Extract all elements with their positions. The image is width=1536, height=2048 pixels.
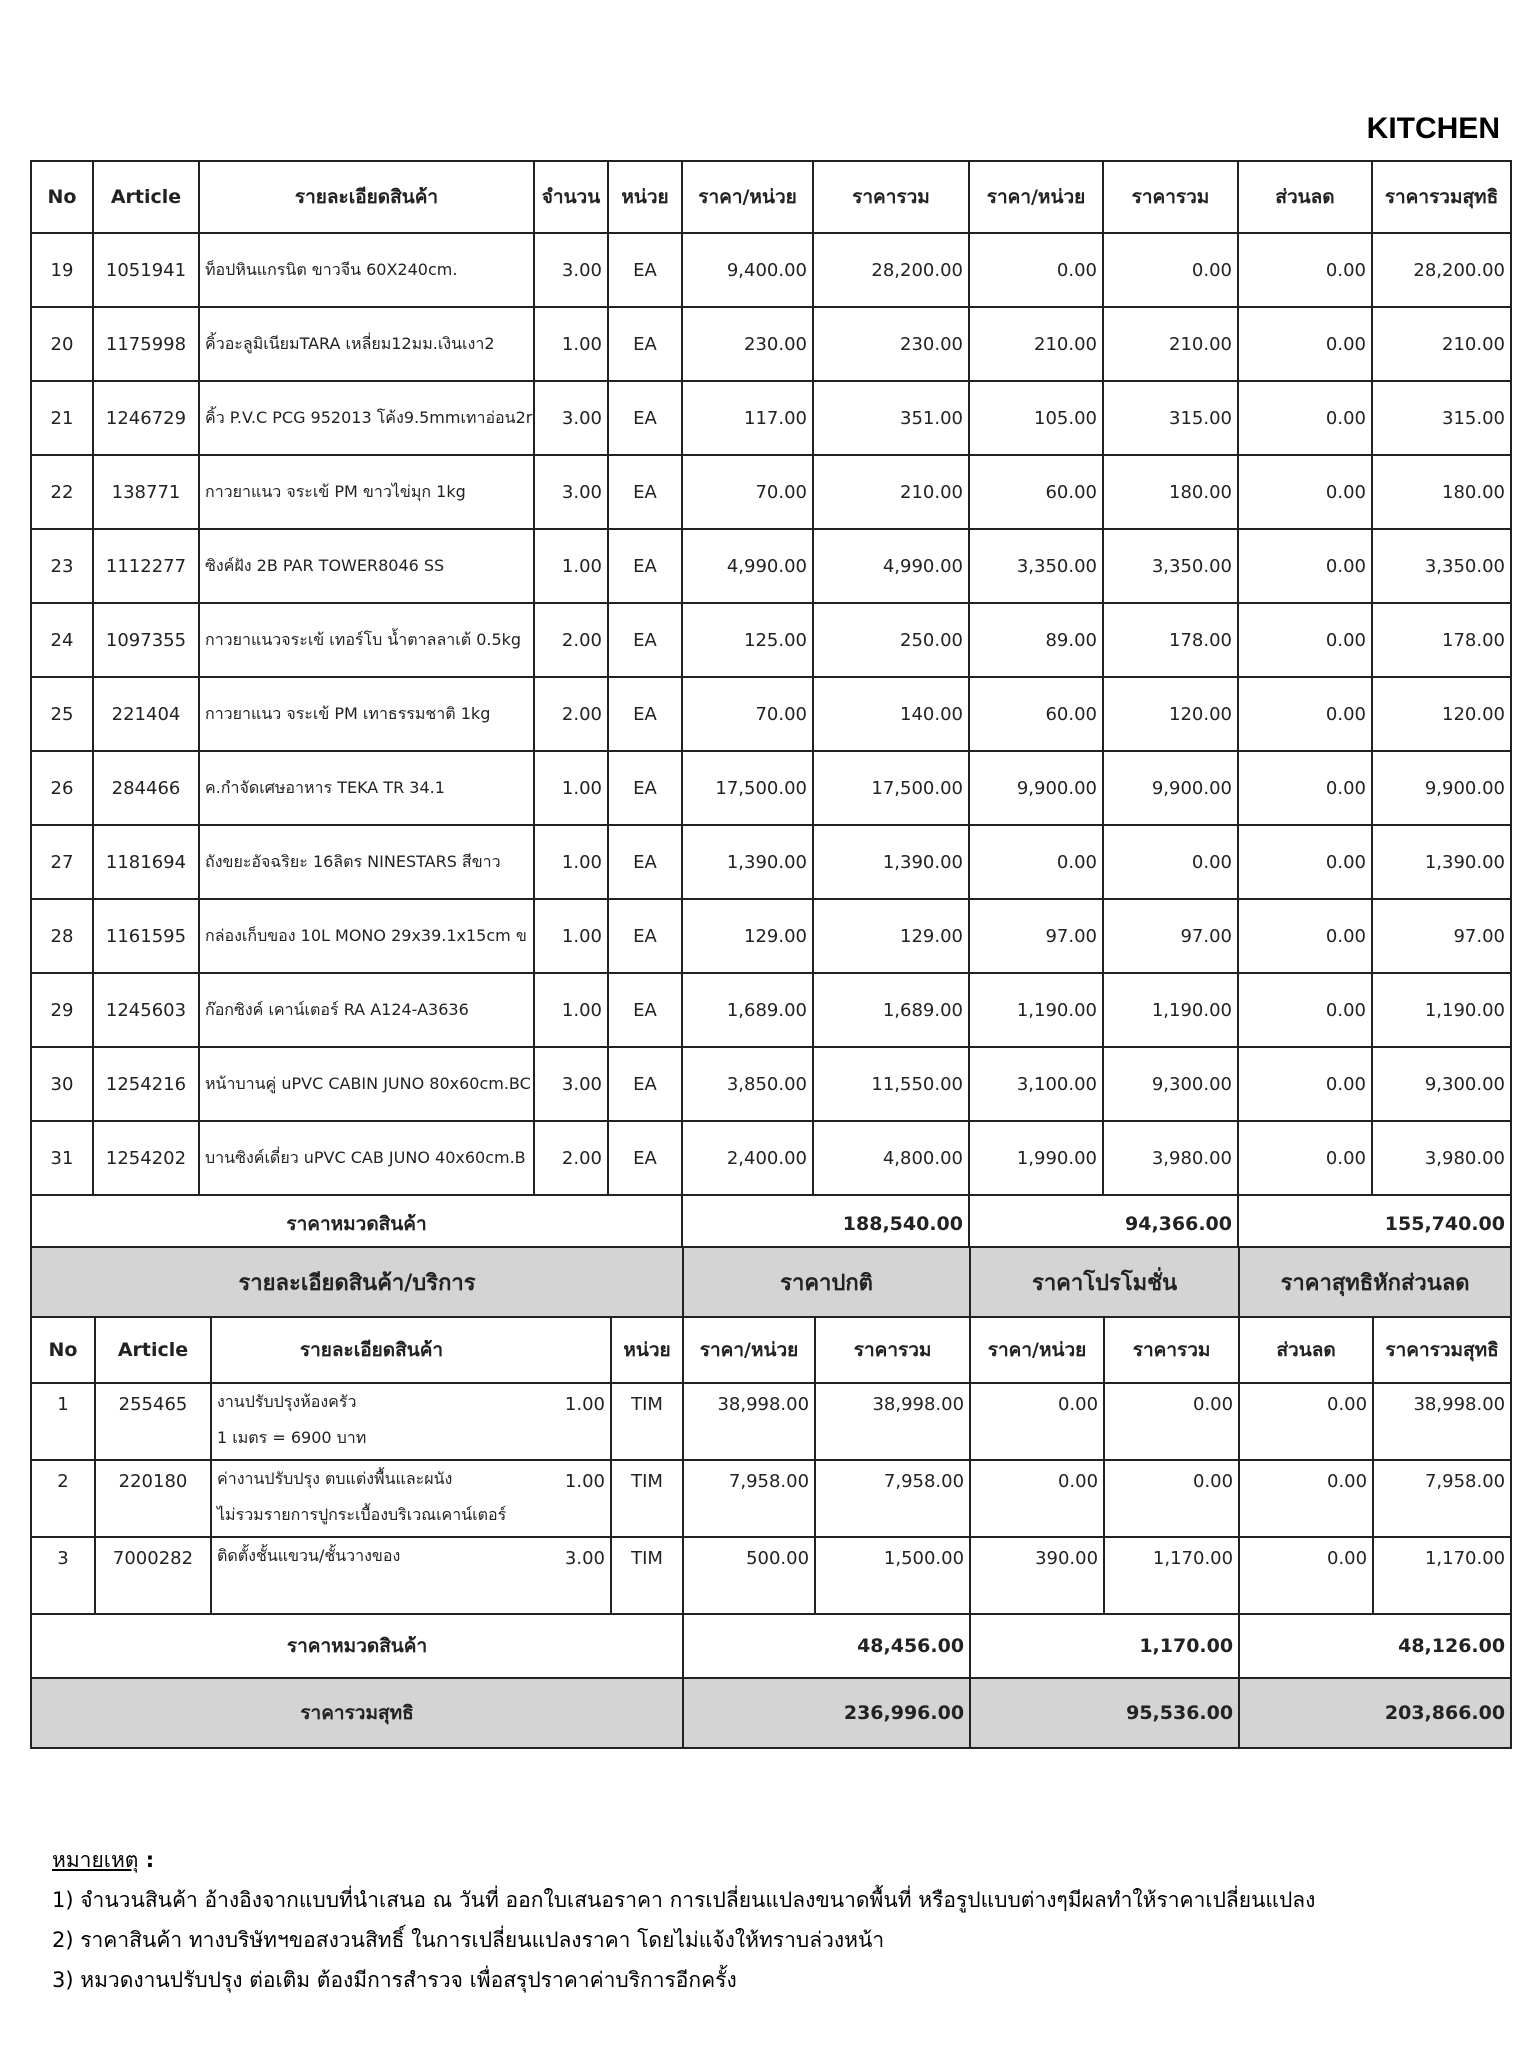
- row-discount: 0.00: [1238, 899, 1372, 973]
- row-no: 21: [31, 381, 93, 455]
- row-qty: 3.00: [534, 381, 608, 455]
- service-subtotal-row: [31, 1614, 1511, 1678]
- row-discount: 0.00: [1239, 1537, 1373, 1614]
- row-unit-price: 500.00: [683, 1537, 815, 1614]
- col-net-total: ราคารวมสุทธิ: [1373, 1317, 1511, 1383]
- row-qty: 1.00: [534, 529, 608, 603]
- table-row: [31, 307, 1511, 381]
- table-row: [31, 1460, 1511, 1537]
- service-subtotal-promo: 1,170.00: [970, 1614, 1239, 1678]
- row-net-total: 1,190.00: [1372, 973, 1511, 1047]
- row-net-total: 180.00: [1372, 455, 1511, 529]
- row-discount: 0.00: [1238, 973, 1372, 1047]
- col-promo-unit-price: ราคา/หน่วย: [970, 1317, 1104, 1383]
- row-description: ก๊อกซิงค์ เคาน์เตอร์ RA A124-A3636: [199, 973, 534, 1047]
- row-description: คิ้ว P.V.C PCG 952013 โค้ง9.5mmเทาอ่อน2r: [199, 381, 534, 455]
- description-line-2: ไม่รวมรายการปูกระเบื้องบริเวณเคาน์เตอร์: [217, 1505, 507, 1524]
- row-qty: 1.00: [534, 751, 608, 825]
- row-total: 7,958.00: [815, 1460, 970, 1537]
- row-article: 284466: [93, 751, 199, 825]
- note-item: 1) จำนวนสินค้า อ้างอิงจากแบบที่นำเสนอ ณ วันที่ ออกใบเสนอราคา การเปลี่ยนแปลงขนาดพื้นที่ หรือรูปแบบต่างๆมีผลทำให้ราคาเปลี่ยนแปลง: [52, 1888, 1316, 1912]
- row-no: 30: [31, 1047, 93, 1121]
- row-net-total: 1,390.00: [1372, 825, 1511, 899]
- row-promo-total: 1,170.00: [1104, 1537, 1239, 1614]
- row-article: 1161595: [93, 899, 199, 973]
- row-article: 1246729: [93, 381, 199, 455]
- row-description: กล่องเก็บของ 10L MONO 29x39.1x15cm ข: [199, 899, 534, 973]
- row-description: [211, 1537, 531, 1614]
- table-row: [31, 1537, 1511, 1614]
- row-promo-total: 3,350.00: [1103, 529, 1238, 603]
- table-row: [31, 1383, 1511, 1460]
- row-article: 1254216: [93, 1047, 199, 1121]
- row-net-total: 97.00: [1372, 899, 1511, 973]
- row-no: 22: [31, 455, 93, 529]
- row-promo-total: 180.00: [1103, 455, 1238, 529]
- col-promo-total: ราคารวม: [1103, 161, 1238, 233]
- col-no: No: [31, 1317, 95, 1383]
- notes-heading-line: [52, 1840, 1315, 1880]
- service-section-header: [31, 1247, 1511, 1317]
- row-unit-price: 3,850.00: [682, 1047, 813, 1121]
- row-qty: 1.00: [531, 1460, 611, 1537]
- row-description: กาวยาแนว จระเข้ PM เทาธรรมชาติ 1kg: [199, 677, 534, 751]
- description-line-1: งานปรับปรุงห้องครัว: [217, 1392, 357, 1411]
- section-net-price: ราคาสุทธิหักส่วนลด: [1239, 1247, 1511, 1317]
- col-discount: ส่วนลด: [1239, 1317, 1373, 1383]
- row-description: ค.กำจัดเศษอาหาร TEKA TR 34.1: [199, 751, 534, 825]
- row-unit: EA: [608, 973, 682, 1047]
- row-promo-total: 315.00: [1103, 381, 1238, 455]
- col-total: ราคารวม: [813, 161, 969, 233]
- row-total: 4,800.00: [813, 1121, 969, 1195]
- subtotal-promo: 94,366.00: [969, 1195, 1238, 1253]
- grand-total-row: [31, 1678, 1511, 1748]
- row-article: 220180: [95, 1460, 211, 1537]
- row-qty: 2.00: [534, 603, 608, 677]
- row-unit-price: 17,500.00: [682, 751, 813, 825]
- row-no: 2: [31, 1460, 95, 1537]
- row-unit: TIM: [611, 1383, 683, 1460]
- col-unit: หน่วย: [608, 161, 682, 233]
- table-row: [31, 233, 1511, 307]
- row-description: บานซิงค์เดี่ยว uPVC CAB JUNO 40x60cm.B: [199, 1121, 534, 1195]
- table-row: [31, 677, 1511, 751]
- section-normal-price: ราคาปกติ: [683, 1247, 970, 1317]
- row-discount: 0.00: [1238, 825, 1372, 899]
- row-promo-unit-price: 89.00: [969, 603, 1103, 677]
- col-promo-total: ราคารวม: [1104, 1317, 1239, 1383]
- row-unit: EA: [608, 381, 682, 455]
- row-unit-price: 117.00: [682, 381, 813, 455]
- row-unit: EA: [608, 899, 682, 973]
- row-discount: 0.00: [1238, 529, 1372, 603]
- row-promo-total: 97.00: [1103, 899, 1238, 973]
- row-description: หน้าบานคู่ uPVC CABIN JUNO 80x60cm.BC: [199, 1047, 534, 1121]
- row-net-total: 3,980.00: [1372, 1121, 1511, 1195]
- table-row: [31, 899, 1511, 973]
- row-promo-total: 178.00: [1103, 603, 1238, 677]
- row-promo-unit-price: 3,100.00: [969, 1047, 1103, 1121]
- row-total: 4,990.00: [813, 529, 969, 603]
- row-article: 1051941: [93, 233, 199, 307]
- section-promo-price: ราคาโปรโมชั่น: [970, 1247, 1239, 1317]
- row-net-total: 178.00: [1372, 603, 1511, 677]
- col-total: ราคารวม: [815, 1317, 970, 1383]
- description-line-1: ค่างานปรับปรุง ตบแต่งพื้นและผนัง: [217, 1469, 453, 1488]
- row-no: 31: [31, 1121, 93, 1195]
- subtotal-net: 155,740.00: [1238, 1195, 1511, 1253]
- row-no: 28: [31, 899, 93, 973]
- row-total: 140.00: [813, 677, 969, 751]
- row-promo-unit-price: 0.00: [970, 1460, 1104, 1537]
- row-total: 1,689.00: [813, 973, 969, 1047]
- note-item: 2) ราคาสินค้า ทางบริษัทฯขอสงวนสิทธิ์ ในการเปลี่ยนแปลงราคา โดยไม่แจ้งให้ทราบล่วงหน้า: [52, 1928, 885, 1952]
- subtotal-label: ราคาหมวดสินค้า: [31, 1195, 682, 1253]
- row-unit-price: 125.00: [682, 603, 813, 677]
- col-promo-unit-price: ราคา/หน่วย: [969, 161, 1103, 233]
- row-no: 23: [31, 529, 93, 603]
- row-qty: 3.00: [534, 233, 608, 307]
- grand-total-promo: 95,536.00: [970, 1678, 1239, 1748]
- row-qty: 2.00: [534, 1121, 608, 1195]
- table-row: [31, 529, 1511, 603]
- table-row: [31, 381, 1511, 455]
- row-net-total: 7,958.00: [1373, 1460, 1511, 1537]
- row-total: 351.00: [813, 381, 969, 455]
- col-article: Article: [93, 161, 199, 233]
- row-promo-unit-price: 9,900.00: [969, 751, 1103, 825]
- table-row: [31, 825, 1511, 899]
- row-qty: 1.00: [534, 973, 608, 1047]
- row-no: 3: [31, 1537, 95, 1614]
- row-net-total: 3,350.00: [1372, 529, 1511, 603]
- grand-total-normal: 236,996.00: [683, 1678, 970, 1748]
- row-discount: 0.00: [1238, 233, 1372, 307]
- row-article: 1181694: [93, 825, 199, 899]
- row-discount: 0.00: [1239, 1383, 1373, 1460]
- row-total: 1,390.00: [813, 825, 969, 899]
- row-article: 1097355: [93, 603, 199, 677]
- row-unit-price: 230.00: [682, 307, 813, 381]
- col-unit-price: ราคา/หน่วย: [683, 1317, 815, 1383]
- service-table: [30, 1246, 1512, 1749]
- row-promo-total: 3,980.00: [1103, 1121, 1238, 1195]
- row-qty: 2.00: [534, 677, 608, 751]
- row-total: 1,500.00: [815, 1537, 970, 1614]
- row-unit-price: 38,998.00: [683, 1383, 815, 1460]
- notes: [52, 1840, 1315, 2000]
- section-detail: รายละเอียดสินค้า/บริการ: [31, 1247, 683, 1317]
- table-row: [31, 1121, 1511, 1195]
- description-line-2: 1 เมตร = 6900 บาท: [217, 1428, 367, 1447]
- row-article: 1112277: [93, 529, 199, 603]
- row-article: 7000282: [95, 1537, 211, 1614]
- grand-total-net: 203,866.00: [1239, 1678, 1511, 1748]
- row-description: กาวยาแนวจระเข้ เทอร์โบ น้ำตาลลาเต้ 0.5kg: [199, 603, 534, 677]
- row-article: 221404: [93, 677, 199, 751]
- row-no: 27: [31, 825, 93, 899]
- row-unit-price: 2,400.00: [682, 1121, 813, 1195]
- col-unit-price: ราคา/หน่วย: [682, 161, 813, 233]
- table-row: [31, 973, 1511, 1047]
- row-promo-total: 1,190.00: [1103, 973, 1238, 1047]
- row-promo-unit-price: 210.00: [969, 307, 1103, 381]
- row-total: 11,550.00: [813, 1047, 969, 1121]
- product-table: [30, 160, 1512, 1254]
- row-unit-price: 129.00: [682, 899, 813, 973]
- col-discount: ส่วนลด: [1238, 161, 1372, 233]
- row-unit: TIM: [611, 1537, 683, 1614]
- row-description: ซิงค์ฝัง 2B PAR TOWER8046 SS: [199, 529, 534, 603]
- row-net-total: 210.00: [1372, 307, 1511, 381]
- row-unit: EA: [608, 307, 682, 381]
- row-unit: EA: [608, 529, 682, 603]
- row-net-total: 9,900.00: [1372, 751, 1511, 825]
- row-unit: EA: [608, 455, 682, 529]
- row-total: 28,200.00: [813, 233, 969, 307]
- row-unit: EA: [608, 1121, 682, 1195]
- table-row: [31, 751, 1511, 825]
- description-line-1: ติดตั้งชั้นแขวน/ชั้นวางของ: [217, 1546, 401, 1565]
- col-unit: หน่วย: [611, 1317, 683, 1383]
- row-net-total: 28,200.00: [1372, 233, 1511, 307]
- product-table-header: [31, 161, 1511, 233]
- service-subtotal-normal: 48,456.00: [683, 1614, 970, 1678]
- row-no: 19: [31, 233, 93, 307]
- row-article: 1245603: [93, 973, 199, 1047]
- row-unit-price: 9,400.00: [682, 233, 813, 307]
- grand-total-label: ราคารวมสุทธิ: [31, 1678, 683, 1748]
- row-unit-price: 4,990.00: [682, 529, 813, 603]
- row-net-total: 315.00: [1372, 381, 1511, 455]
- note-item: 3) หมวดงานปรับปรุง ต่อเติม ต้องมีการสำรวจ เพื่อสรุปราคาค่าบริการอีกครั้ง: [52, 1968, 737, 1992]
- row-unit: EA: [608, 677, 682, 751]
- row-article: 1175998: [93, 307, 199, 381]
- row-no: 26: [31, 751, 93, 825]
- row-promo-total: 0.00: [1103, 825, 1238, 899]
- row-discount: 0.00: [1238, 307, 1372, 381]
- row-promo-unit-price: 0.00: [970, 1383, 1104, 1460]
- row-article: 1254202: [93, 1121, 199, 1195]
- row-qty: 3.00: [534, 1047, 608, 1121]
- row-discount: 0.00: [1238, 603, 1372, 677]
- table-row: [31, 603, 1511, 677]
- col-qty: จำนวน: [534, 161, 608, 233]
- service-subtotal-net: 48,126.00: [1239, 1614, 1511, 1678]
- row-promo-total: 9,300.00: [1103, 1047, 1238, 1121]
- service-subtotal-label: ราคาหมวดสินค้า: [31, 1614, 683, 1678]
- row-promo-unit-price: 97.00: [969, 899, 1103, 973]
- row-description: กาวยาแนว จระเข้ PM ขาวไข่มุก 1kg: [199, 455, 534, 529]
- row-promo-unit-price: 3,350.00: [969, 529, 1103, 603]
- col-article: Article: [95, 1317, 211, 1383]
- row-net-total: 1,170.00: [1373, 1537, 1511, 1614]
- row-promo-total: 210.00: [1103, 307, 1238, 381]
- row-promo-total: 9,900.00: [1103, 751, 1238, 825]
- row-discount: 0.00: [1238, 677, 1372, 751]
- row-article: 138771: [93, 455, 199, 529]
- row-unit: EA: [608, 825, 682, 899]
- row-total: 250.00: [813, 603, 969, 677]
- notes-colon: :: [138, 1848, 155, 1872]
- row-discount: 0.00: [1238, 1047, 1372, 1121]
- row-unit-price: 7,958.00: [683, 1460, 815, 1537]
- row-description: [211, 1460, 531, 1537]
- row-no: 1: [31, 1383, 95, 1460]
- row-total: 38,998.00: [815, 1383, 970, 1460]
- row-net-total: 38,998.00: [1373, 1383, 1511, 1460]
- row-net-total: 9,300.00: [1372, 1047, 1511, 1121]
- row-discount: 0.00: [1238, 381, 1372, 455]
- row-no: 29: [31, 973, 93, 1047]
- row-no: 20: [31, 307, 93, 381]
- row-unit: EA: [608, 233, 682, 307]
- row-description: [211, 1383, 531, 1460]
- row-qty: 3.00: [534, 455, 608, 529]
- row-total: 230.00: [813, 307, 969, 381]
- row-qty: 1.00: [534, 825, 608, 899]
- row-promo-total: 0.00: [1103, 233, 1238, 307]
- page-title: KITCHEN: [1366, 112, 1500, 145]
- row-description: ถังขยะอัจฉริยะ 16ลิตร NINESTARS สีขาว: [199, 825, 534, 899]
- row-description: ท็อปหินแกรนิต ขาวจีน 60X240cm.: [199, 233, 534, 307]
- row-qty: 1.00: [531, 1383, 611, 1460]
- col-qty-blank: [531, 1317, 611, 1383]
- row-article: 255465: [95, 1383, 211, 1460]
- row-unit: EA: [608, 751, 682, 825]
- table-row: [31, 455, 1511, 529]
- row-net-total: 120.00: [1372, 677, 1511, 751]
- row-unit: EA: [608, 1047, 682, 1121]
- row-promo-unit-price: 60.00: [969, 455, 1103, 529]
- row-promo-unit-price: 0.00: [969, 233, 1103, 307]
- row-promo-total: 0.00: [1104, 1460, 1239, 1537]
- row-total: 17,500.00: [813, 751, 969, 825]
- row-discount: 0.00: [1239, 1460, 1373, 1537]
- row-promo-unit-price: 0.00: [969, 825, 1103, 899]
- product-subtotal-row: [31, 1195, 1511, 1253]
- row-qty: 1.00: [534, 899, 608, 973]
- col-no: No: [31, 161, 93, 233]
- row-promo-unit-price: 60.00: [969, 677, 1103, 751]
- row-promo-total: 120.00: [1103, 677, 1238, 751]
- row-total: 210.00: [813, 455, 969, 529]
- service-table-header: [31, 1317, 1511, 1383]
- row-unit: TIM: [611, 1460, 683, 1537]
- row-discount: 0.00: [1238, 1121, 1372, 1195]
- notes-heading: หมายเหตุ: [52, 1848, 139, 1872]
- row-qty: 3.00: [531, 1537, 611, 1614]
- subtotal-normal: 188,540.00: [682, 1195, 969, 1253]
- table-row: [31, 1047, 1511, 1121]
- row-unit-price: 70.00: [682, 677, 813, 751]
- row-unit-price: 1,689.00: [682, 973, 813, 1047]
- row-description: คิ้วอะลูมิเนียมTARA เหลี่ยม12มม.เงินเงา2: [199, 307, 534, 381]
- row-promo-unit-price: 390.00: [970, 1537, 1104, 1614]
- col-description: รายละเอียดสินค้า: [199, 161, 534, 233]
- row-unit-price: 1,390.00: [682, 825, 813, 899]
- row-promo-unit-price: 1,990.00: [969, 1121, 1103, 1195]
- row-qty: 1.00: [534, 307, 608, 381]
- row-unit-price: 70.00: [682, 455, 813, 529]
- row-unit: EA: [608, 603, 682, 677]
- row-promo-unit-price: 1,190.00: [969, 973, 1103, 1047]
- col-description: รายละเอียดสินค้า: [211, 1317, 531, 1383]
- col-net-total: ราคารวมสุทธิ: [1372, 161, 1511, 233]
- row-discount: 0.00: [1238, 751, 1372, 825]
- row-discount: 0.00: [1238, 455, 1372, 529]
- row-no: 25: [31, 677, 93, 751]
- row-promo-unit-price: 105.00: [969, 381, 1103, 455]
- row-no: 24: [31, 603, 93, 677]
- row-total: 129.00: [813, 899, 969, 973]
- row-promo-total: 0.00: [1104, 1383, 1239, 1460]
